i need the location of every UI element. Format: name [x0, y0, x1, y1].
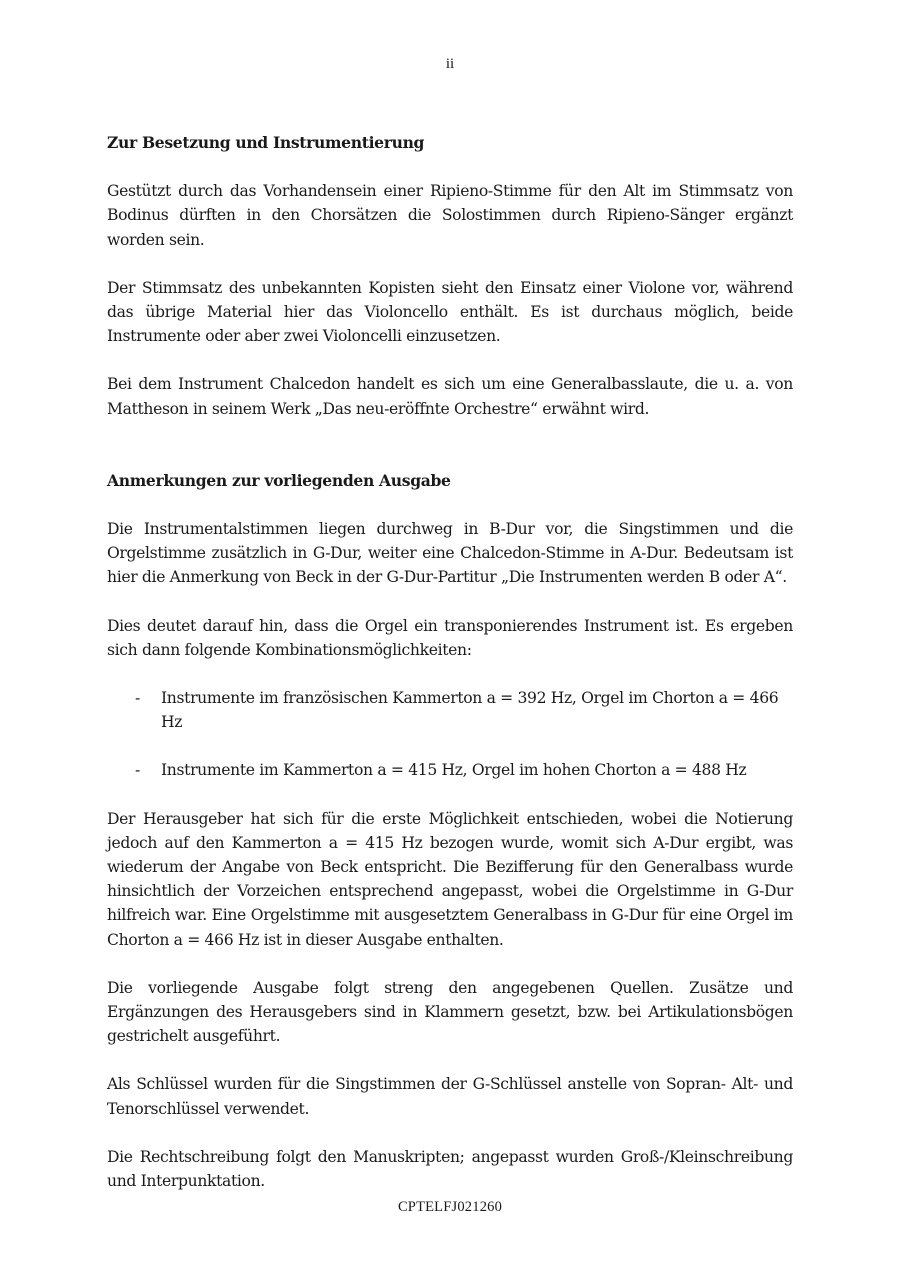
page-number: ii	[445, 56, 455, 72]
list-item-text: Instrumente im Kammerton a = 415 Hz, Orgel im hohen Chorton a = 488 Hz	[161, 761, 747, 780]
list-dash: -	[135, 689, 140, 708]
section-heading-besetzung: Zur Besetzung und Instrumentierung	[107, 133, 425, 152]
list-item	[107, 758, 793, 782]
paragraph: Der Herausgeber hat sich für die erste Möglichkeit entschieden, wobei die Notierung jedoch auf den Kammerton a = 415 Hz bezogen wurde, womit sich A-Dur ergibt, was wiederum der Angabe von Beck entspricht. Die Bezifferung für den Generalbass wurde hinsichtlich der Vorzeichen entsprechend angepasst, wobei die Orgelstimme in G-Dur hilfreich war. Eine Orgelstimme mit ausgesetztem Generalbass in G-Dur für eine Orgel im Chorton a = 466 Hz ist in dieser Ausgabe enthalten.	[107, 809, 793, 949]
paragraph: Die vorliegende Ausgabe folgt streng den angegebenen Quellen. Zusätze und Ergänzungen des Herausgebers sind in Klammern gesetzt, bzw. bei Artikulationsbögen gestrichelt ausgeführt.	[107, 978, 793, 1046]
paragraph: Die Instrumentalstimmen liegen durchweg in B-Dur vor, die Singstimmen und die Orgelstimme zusätzlich in G-Dur, weiter eine Chalcedon-Stimme in A-Dur. Bedeutsam ist hier die Anmerkung von Beck in der G-Dur-Partitur „Die Instrumenten werden B oder A“.	[107, 520, 793, 587]
document-body	[107, 131, 793, 1193]
paragraph: Dies deutet darauf hin, dass die Orgel ein transponierendes Instrument ist. Es ergeben sich dann folgende Kombinationsmöglichkeiten:	[107, 616, 793, 659]
paragraph: Der Stimmsatz des unbekannten Kopisten sieht den Einsatz einer Violone vor, während das übrige Material hier das Violoncello enthält. Es ist durchaus möglich, beide Instrumente oder aber zwei Violoncelli einzusetzen.	[107, 278, 793, 346]
paragraph: Gestützt durch das Vorhandensein einer Ripieno-Stimme für den Alt im Stimmsatz von Bodinus dürften in den Chorsätzen die Solostimmen durch Ripieno-Sänger ergänzt worden sein.	[107, 182, 793, 249]
section-heading-anmerkungen: Anmerkungen zur vorliegenden Ausgabe	[107, 470, 451, 490]
paragraph: Bei dem Instrument Chalcedon handelt es sich um eine Generalbasslaute, die u. a. von Mattheson in seinem Werk „Das neu-eröffnte Orchestre“ erwähnt wird.	[107, 375, 793, 418]
list-item-text: Instrumente im französischen Kammerton a = 392 Hz, Orgel im Chorton a = 466 Hz	[161, 689, 779, 732]
combination-list	[107, 686, 793, 783]
section-anmerkungen	[107, 469, 793, 1193]
list-item	[107, 686, 793, 734]
catalog-code: CPTELFJ021260	[397, 1199, 503, 1215]
paragraph: Als Schlüssel wurden für die Singstimmen der G-Schlüssel anstelle von Sopran- Alt- und Tenorschlüssel verwendet.	[107, 1075, 793, 1118]
section-besetzung	[107, 131, 793, 421]
paragraph: Die Rechtschreibung folgt den Manuskripten; angepasst wurden Groß-/Kleinschreibung und Interpunktation.	[107, 1147, 793, 1191]
list-dash: -	[135, 761, 140, 780]
